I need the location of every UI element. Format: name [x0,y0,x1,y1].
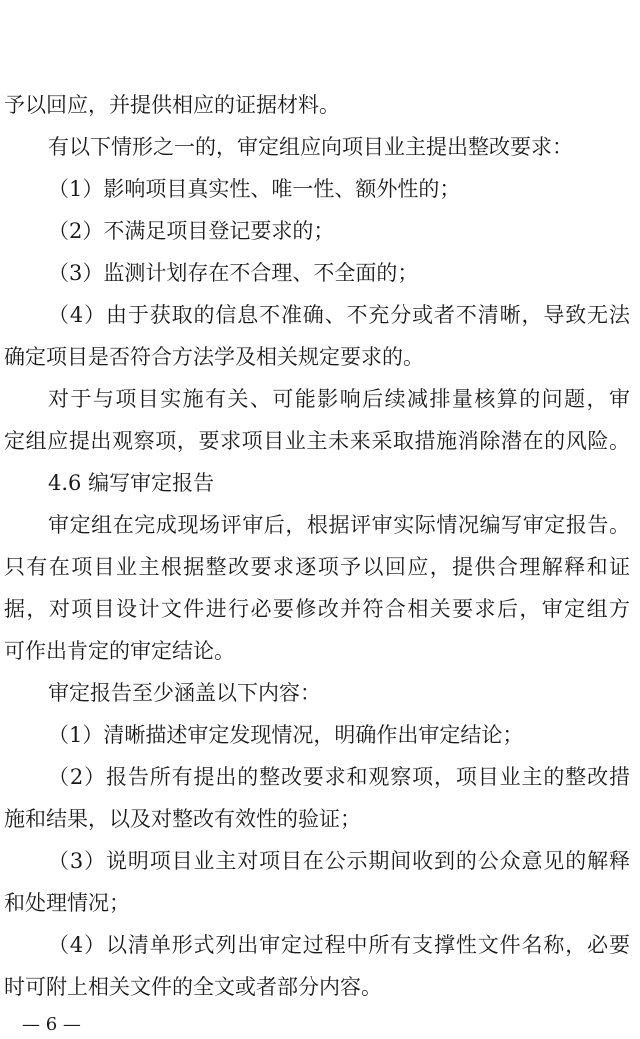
text-line-13: 据，对项目设计文件进行必要修改并符合相关要求后，审定组方 [4,597,630,621]
section-heading-4-6: 4.6 编写审定报告 [48,471,215,495]
text-line-14: 可作出肯定的审定结论。 [4,639,235,663]
text-line-12: 只有在项目业主根据整改要求逐项予以回应，提供合理解释和证 [4,555,630,579]
text-line-19: （3）说明项目业主对项目在公示期间收到的公众意见的解释 [48,849,630,873]
text-line-22: 时可附上相关文件的全文或者部分内容。 [4,975,382,999]
text-line-1: 予以回应，并提供相应的证据材料。 [4,93,340,117]
text-line-5: （3）监测计划存在不合理、不全面的； [48,261,419,285]
text-line-6: （4）由于获取的信息不准确、不充分或者不清晰，导致无法 [48,303,630,327]
text-line-20: 和处理情况； [4,891,130,915]
text-line-16: （1）清晰描述审定发现情况，明确作出审定结论； [48,723,524,747]
text-line-8: 对于与项目实施有关、可能影响后续减排量核算的问题，审 [48,387,630,411]
text-line-21: （4）以清单形式列出审定过程中所有支撑性文件名称，必要 [48,933,630,957]
text-line-18: 施和结果，以及对整改有效性的验证； [4,807,361,831]
text-line-4: （2）不满足项目登记要求的； [48,219,335,243]
text-line-17: （2）报告所有提出的整改要求和观察项，项目业主的整改措 [48,765,630,789]
text-line-15: 审定报告至少涵盖以下内容： [48,681,321,705]
text-line-9: 定组应提出观察项，要求项目业主未来采取措施消除潜在的风险。 [4,429,630,453]
text-line-2: 有以下情形之一的，审定组应向项目业主提出整改要求： [48,135,573,159]
text-line-11: 审定组在完成现场评审后，根据评审实际情况编写审定报告。 [48,513,630,537]
page-number: — 6 — [22,1014,81,1035]
text-line-7: 确定项目是否符合方法学及相关规定要求的。 [4,345,424,369]
text-line-3: （1）影响项目真实性、唯一性、额外性的； [48,177,461,201]
